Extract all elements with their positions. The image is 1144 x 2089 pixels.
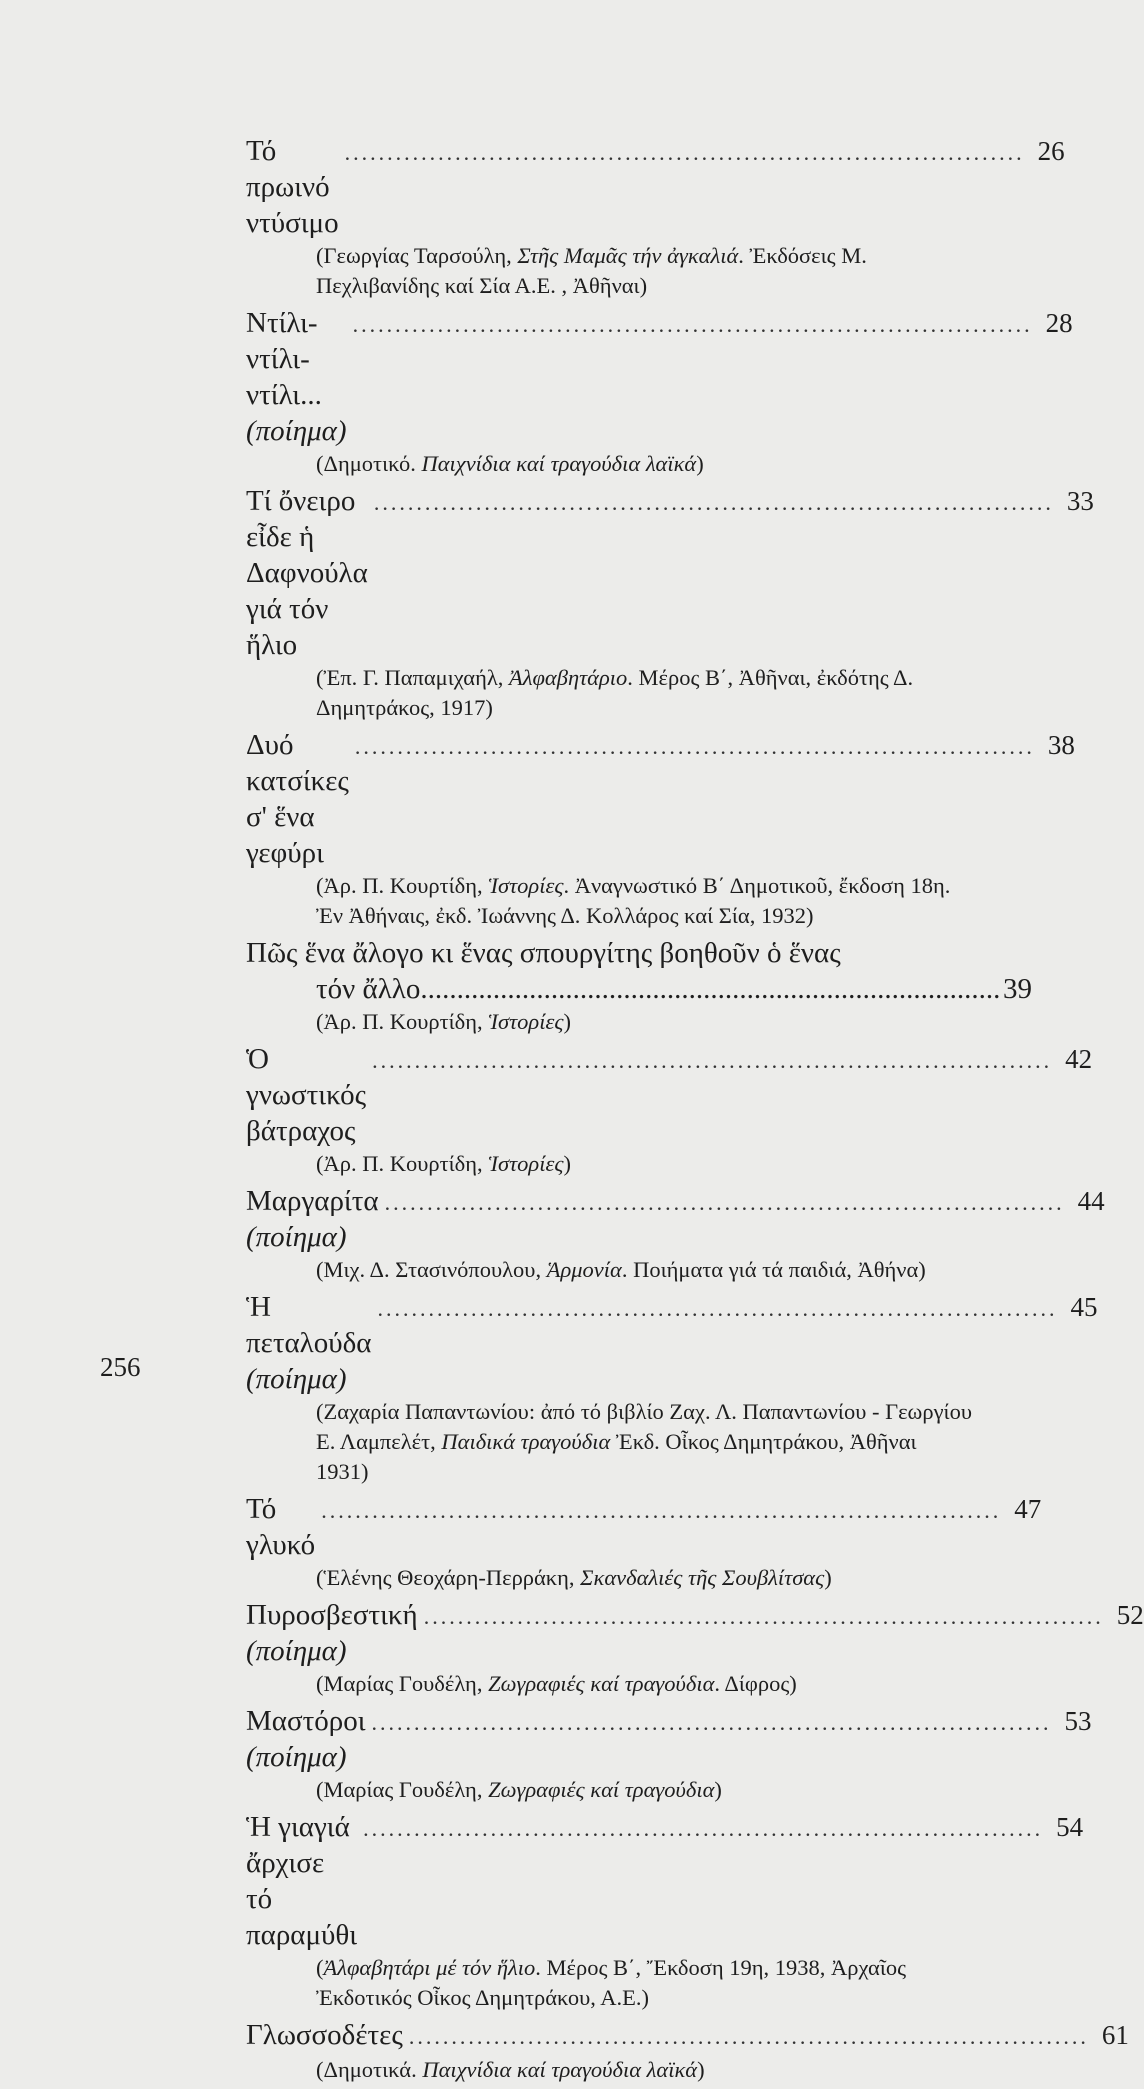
toc-entry-source — [246, 1007, 1032, 1037]
toc-entry — [246, 1491, 1042, 1593]
source-text: ) — [697, 2057, 705, 2082]
entry-title-continuation: τόν ἄλλο — [316, 973, 421, 1005]
toc-entry-source — [246, 241, 1032, 301]
toc-entry-heading — [246, 483, 1094, 663]
leader-dots: ................................................................................ — [384, 1190, 1065, 1215]
toc-entry-heading — [246, 1597, 1144, 1669]
leader-dots: ................................................................................ — [373, 490, 1054, 515]
toc-entry-heading — [246, 1183, 1105, 1255]
entry-title-text: Γλωσσοδέτες — [246, 2019, 403, 2051]
leader-dots: ................................................................................ — [354, 734, 1035, 759]
toc-entry — [246, 305, 1073, 479]
source-text: (Ἀρ. Π. Κουρτίδη, — [316, 1151, 489, 1176]
toc-entry-heading — [246, 1703, 1092, 1775]
entry-title-note: (ποίημα) — [246, 1363, 347, 1395]
source-book-title: Στῆς Μαμᾶς τήν ἀγκαλιά — [517, 243, 739, 268]
source-text: (Ἀρ. Π. Κουρτίδη, — [316, 873, 489, 898]
entry-title-note: (ποίημα) — [246, 1635, 347, 1667]
source-text: . Ἀναγνωστικό Β΄ Δημοτικοῦ, ἔκδοση 18η. Ἐν Ἀθήναις, ἐκδ. Ἰωάννης Δ. Κολλάρος καί Σία, 1932) — [316, 873, 951, 928]
toc-entry-source — [246, 1563, 1032, 1593]
toc-entry — [246, 1041, 1093, 1179]
entry-page-number: 54 — [1056, 1812, 1084, 1842]
source-book-title: Παιχνίδια καί τραγούδια λαϊκά — [421, 451, 697, 476]
source-text: Ἐκδ. Οἶκος Δημητράκου, Ἀθῆναι 1931) — [316, 1429, 917, 1484]
toc-entry-heading — [246, 1041, 1093, 1149]
entry-title-text: Πυροσβεστική — [246, 1599, 418, 1631]
source-text: (Μιχ. Δ. Στασινόπουλου, — [316, 1257, 547, 1282]
entry-page-number: 38 — [1047, 730, 1075, 760]
page-number: 256 — [100, 1352, 141, 1382]
toc-entry-title — [246, 2017, 403, 2053]
source-text: ) — [563, 1009, 571, 1034]
toc-entry — [246, 727, 1075, 931]
entry-title-note: (ποίημα) — [246, 415, 347, 447]
source-book-title: Ἱστορίες — [488, 873, 564, 898]
toc-entry-heading — [246, 305, 1073, 449]
toc-entry-heading — [246, 1491, 1042, 1563]
toc-entry-source — [246, 871, 1032, 931]
toc-entry-heading — [246, 935, 1032, 971]
source-text: (Γεωργίας Ταρσούλη, — [316, 243, 518, 268]
toc-entry-title — [246, 1183, 379, 1255]
source-text: (Ἐπ. Γ. Παπαμιχαήλ, — [316, 665, 509, 690]
toc-entry-heading — [246, 1809, 1084, 1953]
entry-page-number: 28 — [1045, 308, 1073, 338]
toc-entry-title — [246, 1041, 366, 1149]
toc-entry — [246, 2017, 1129, 2085]
toc-entry-source — [246, 2055, 1032, 2085]
leader-dots: ................................................................................ — [371, 1710, 1052, 1735]
source-book-title: Ἁρμονία — [546, 1257, 622, 1282]
entry-page-number: 42 — [1065, 1044, 1093, 1074]
toc-entry-title — [246, 483, 368, 663]
source-book-title: Ζωγραφιές καί τραγούδια — [488, 1777, 715, 1802]
source-text: ) — [714, 1777, 722, 1802]
source-book-title: Ζωγραφιές καί τραγούδια — [488, 1671, 715, 1696]
toc-entry — [246, 935, 1032, 1037]
leader-dots: ................................................................................ — [352, 312, 1033, 337]
toc-entry — [246, 1809, 1084, 2013]
toc-entry-title — [246, 305, 347, 449]
toc-entry-title — [246, 1289, 371, 1397]
toc-entry-title — [246, 1597, 418, 1669]
source-text: . Μέρος Β΄, Ἔκδοση 19η, 1938, Ἀρχαῖος Ἐκδοτικός Οἶκος Δημητράκου, Α.Ε.) — [316, 1955, 907, 2010]
toc-entry-heading — [246, 727, 1075, 871]
table-of-contents — [246, 133, 1144, 2089]
source-text: . Ἐκδόσεις Μ. Πεχλιβανίδης καί Σία Α.Ε. , Ἀθῆναι) — [316, 243, 867, 298]
source-book-title: Παιχνίδια καί τραγούδια λαϊκά — [422, 2057, 698, 2082]
toc-entry-title — [246, 1703, 366, 1775]
entry-title-text: Μαργαρίτα — [246, 1185, 379, 1217]
toc-entry — [246, 1703, 1092, 1805]
entry-page-number: 53 — [1064, 1706, 1092, 1736]
source-text: (Δημοτικά. — [316, 2057, 423, 2082]
toc-entry-source — [246, 1149, 1032, 1179]
entry-title-text: Ἡ πεταλούδα — [246, 1291, 372, 1359]
toc-entry-title — [246, 133, 339, 241]
toc-entry-source — [246, 449, 1032, 479]
source-text: ( — [316, 1955, 324, 1980]
source-text: . Ποιήματα γιά τά παιδιά, Ἀθήνα) — [621, 1257, 926, 1282]
leader-dots: ................................................................................ — [408, 2024, 1089, 2049]
toc-entry — [246, 1289, 1098, 1487]
entry-page-number: 33 — [1066, 486, 1094, 516]
entry-title-text: Ἡ γιαγιά ἄρχισε τό παραμύθι — [246, 1811, 358, 1951]
toc-entry-heading-cont — [246, 971, 1032, 1007]
toc-entry-title — [246, 1809, 357, 1953]
entry-page-number: 47 — [1014, 1494, 1042, 1524]
source-book-title: Ἱστορίες — [488, 1009, 564, 1034]
entry-page-number: 45 — [1070, 1292, 1098, 1322]
toc-entry-source — [246, 663, 1032, 723]
leader-dots: ................................................................................ — [321, 1498, 1002, 1523]
source-book-title: Ἀλφαβητάριο — [509, 665, 628, 690]
leader-dots: ................................................................................ — [344, 140, 1025, 165]
entry-title-text: Ντίλι-ντίλι-ντίλι... — [246, 307, 322, 411]
toc-entry — [246, 133, 1065, 301]
source-book-title: Σκανδαλιές τῆς Σουβλίτσας — [580, 1565, 825, 1590]
entry-page-number: 44 — [1077, 1186, 1105, 1216]
entry-title-text: Τί ὄνειρο εἶδε ἡ Δαφνούλα γιά τόν ἥλιο — [246, 485, 368, 661]
source-book-title: Παιδικά τραγούδια — [441, 1429, 611, 1454]
toc-entry-title — [246, 1491, 315, 1563]
entry-title-text: Ὁ γνωστικός βάτραχος — [246, 1043, 367, 1147]
source-text: (Μαρίας Γουδέλη, — [316, 1777, 489, 1802]
toc-entry-heading — [246, 133, 1065, 241]
source-text: ) — [696, 451, 704, 476]
toc-entry-source — [246, 1953, 1032, 2013]
toc-entry — [246, 1183, 1105, 1285]
entry-title-note: (ποίημα) — [246, 1221, 347, 1253]
leader-dots: ................................................................................ — [372, 1048, 1053, 1073]
toc-entry-source — [246, 1775, 1032, 1805]
entry-title-text: Τό γλυκό — [246, 1493, 316, 1561]
toc-entry-source — [246, 1669, 1032, 1699]
leader-dots: ................................................................................ — [423, 1604, 1104, 1629]
toc-entry — [246, 483, 1094, 723]
entry-title-text: Τό πρωινό ντύσιμο — [246, 135, 339, 239]
source-text: (Ἀρ. Π. Κουρτίδη, — [316, 1009, 489, 1034]
toc-entry-title — [246, 727, 349, 871]
source-text: (Ἑλένης Θεοχάρη-Περράκη, — [316, 1565, 581, 1590]
toc-entry-source — [246, 1397, 1032, 1487]
entry-page-number: 61 — [1101, 2020, 1129, 2050]
entry-page-number: 52 — [1116, 1600, 1144, 1630]
source-book-title: Ἱστορίες — [488, 1151, 564, 1176]
toc-entry-heading — [246, 1289, 1098, 1397]
entry-page-number: 26 — [1037, 136, 1065, 166]
source-text: . Δίφρος) — [714, 1671, 797, 1696]
source-text: . Μέρος Β΄, Ἀθῆναι, ἐκδότης Δ. Δημητράκος, 1917) — [316, 665, 914, 720]
entry-page-number: 39 — [1003, 973, 1032, 1005]
entry-title-note: (ποίημα) — [246, 1741, 347, 1773]
leader-dots: ................................................................................ — [420, 973, 1001, 1005]
entry-title-text: Μαστόροι — [246, 1705, 366, 1737]
leader-dots: ................................................................................ — [363, 1816, 1044, 1841]
toc-entry-heading — [246, 2017, 1129, 2055]
source-text: (Ζαχαρία Παπαντωνίου: ἀπό τό βιβλίο Ζαχ. Λ. Παπαντωνίου - Γεωργίου Ε. Λαμπελέτ, — [316, 1399, 972, 1454]
toc-entry-source — [246, 1255, 1032, 1285]
source-text: (Δημοτικό. — [316, 451, 422, 476]
leader-dots: ................................................................................ — [377, 1296, 1058, 1321]
toc-entry-title — [246, 935, 841, 971]
source-text: ) — [824, 1565, 832, 1590]
source-book-title: Ἀλφαβητάρι μέ τόν ἥλιο — [323, 1955, 536, 1980]
source-text: (Μαρίας Γουδέλη, — [316, 1671, 489, 1696]
entry-title-text: Πῶς ἕνα ἄλογο κι ἕνας σπουργίτης βοηθοῦν ὁ ἕνας — [246, 937, 841, 969]
entry-title-text: Δυό κατσίκες σ' ἕνα γεφύρι — [246, 729, 349, 869]
toc-entry — [246, 1597, 1144, 1699]
source-text: ) — [563, 1151, 571, 1176]
